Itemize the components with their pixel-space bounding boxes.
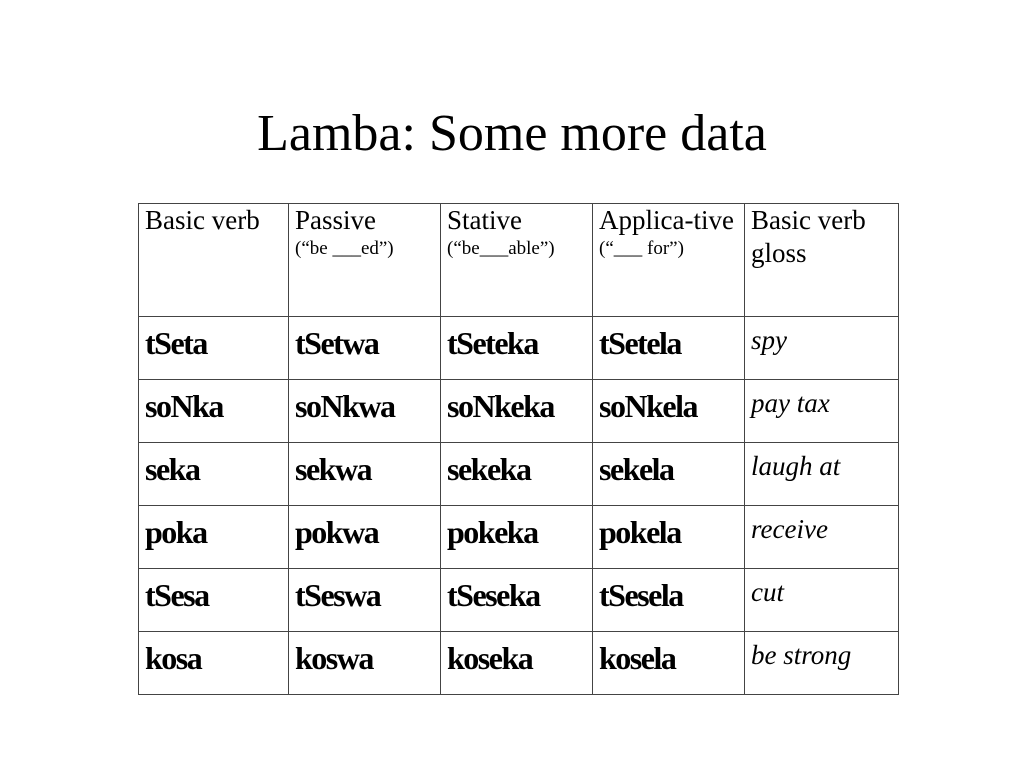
verb-forms-table	[138, 203, 899, 695]
applicative-cell: sekela	[593, 443, 745, 506]
gloss-cell: laugh at	[745, 443, 899, 506]
passive-cell: tSetwa	[289, 317, 441, 380]
gloss-cell: cut	[745, 569, 899, 632]
table-row	[139, 632, 899, 695]
passive-cell: soNkwa	[289, 380, 441, 443]
table-row	[139, 380, 899, 443]
applicative-cell: kosela	[593, 632, 745, 695]
stative-cell: koseka	[441, 632, 593, 695]
stative-cell: sekeka	[441, 443, 593, 506]
header-label: Passive	[295, 205, 376, 235]
header-label: Basic verb	[145, 205, 260, 235]
header-basic-verb	[139, 204, 289, 317]
basic-verb-cell: seka	[139, 443, 289, 506]
applicative-cell: soNkela	[593, 380, 745, 443]
passive-cell: pokwa	[289, 506, 441, 569]
basic-verb-cell: poka	[139, 506, 289, 569]
stative-cell: tSeseka	[441, 569, 593, 632]
header-label: Stative	[447, 205, 522, 235]
basic-verb-cell: tSesa	[139, 569, 289, 632]
gloss-cell: pay tax	[745, 380, 899, 443]
table-row	[139, 506, 899, 569]
passive-cell: sekwa	[289, 443, 441, 506]
header-passive	[289, 204, 441, 317]
slide-title: Lamba: Some more data	[257, 105, 767, 162]
basic-verb-cell: kosa	[139, 632, 289, 695]
header-gloss	[745, 204, 899, 317]
gloss-cell: receive	[745, 506, 899, 569]
stative-cell: soNkeka	[441, 380, 593, 443]
table-header-row	[139, 204, 899, 317]
header-sublabel: (“be___able”)	[447, 238, 555, 259]
gloss-cell: spy	[745, 317, 899, 380]
applicative-cell: tSesela	[593, 569, 745, 632]
gloss-cell: be strong	[745, 632, 899, 695]
passive-cell: tSeswa	[289, 569, 441, 632]
header-stative	[441, 204, 593, 317]
basic-verb-cell: soNka	[139, 380, 289, 443]
table-row	[139, 317, 899, 380]
table-row	[139, 569, 899, 632]
basic-verb-cell: tSeta	[139, 317, 289, 380]
header-label: Basic verb gloss	[751, 205, 866, 268]
table-row	[139, 443, 899, 506]
header-applicative	[593, 204, 745, 317]
header-sublabel: (“be ___ed”)	[295, 238, 394, 259]
header-sublabel: (“___ for”)	[599, 238, 684, 259]
applicative-cell: pokela	[593, 506, 745, 569]
stative-cell: pokeka	[441, 506, 593, 569]
header-label: Applica-tive	[599, 205, 734, 235]
stative-cell: tSeteka	[441, 317, 593, 380]
passive-cell: koswa	[289, 632, 441, 695]
applicative-cell: tSetela	[593, 317, 745, 380]
